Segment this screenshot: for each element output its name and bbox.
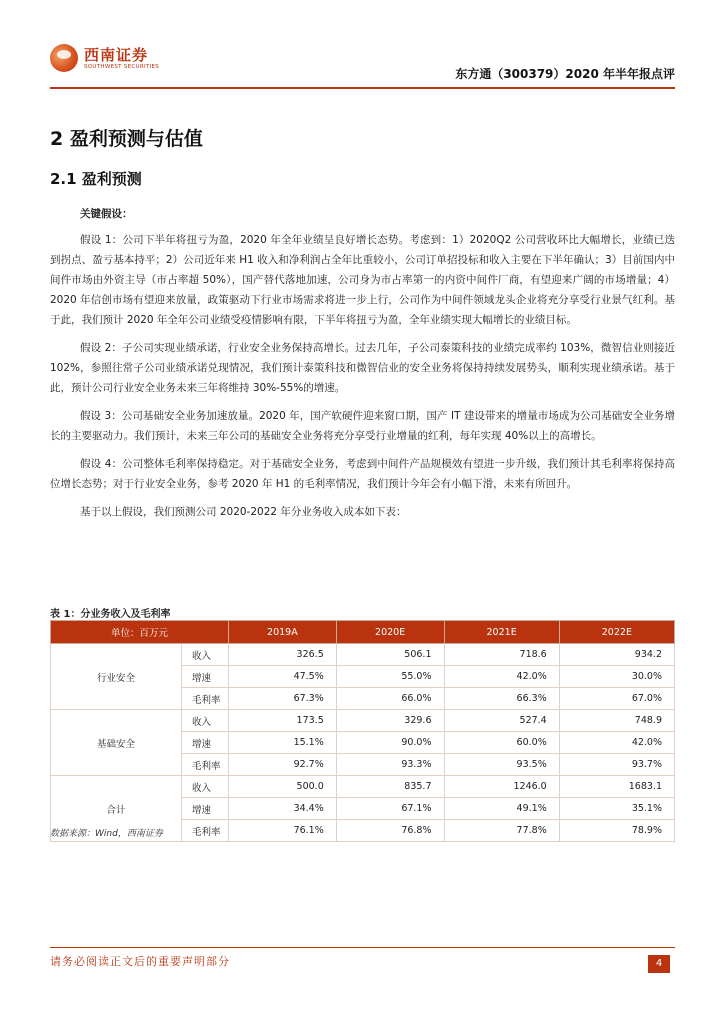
table-cell: 77.8% <box>444 820 559 842</box>
page-number: 4 <box>648 955 670 973</box>
table-cell: 67.0% <box>559 688 674 710</box>
table-header-row <box>51 621 675 644</box>
table-cell: 34.4% <box>229 798 337 820</box>
footer-divider <box>50 947 675 948</box>
table-caption: 表 1：分业务收入及毛利率 <box>50 609 171 620</box>
year-header: 2021E <box>444 621 559 644</box>
table-cell: 49.1% <box>444 798 559 820</box>
table-cell: 173.5 <box>229 710 337 732</box>
table-cell: 15.1% <box>229 732 337 754</box>
table-cell: 76.1% <box>229 820 337 842</box>
page-header <box>50 40 675 90</box>
metric-label: 收入 <box>182 644 229 666</box>
document-title: 东方通（300379）2020 年半年报点评 <box>455 67 675 81</box>
table-cell: 42.0% <box>559 732 674 754</box>
table-cell: 66.3% <box>444 688 559 710</box>
paragraph-assumption-2: 假设 2：子公司实现业绩承诺，行业安全业务保持高增长。过去几年，子公司泰策科技的业绩完成率约 103%，微智信业则接近 102%，参照往常子公司业绩承诺兑现情况，我们预计泰策科技和微智信业的安全业务将保持持续发展势头，顺利实现业绩承诺。基于此，预计公司行业安全业务未来三年将维持 30%-55%的增速。 <box>50 342 675 394</box>
body-text <box>50 204 675 530</box>
paragraph-table-intro: 基于以上假设，我们预测公司 2020-2022 年分业务收入成本如下表： <box>80 506 407 518</box>
table-cell: 718.6 <box>444 644 559 666</box>
table-cell: 934.2 <box>559 644 674 666</box>
year-header: 2019A <box>229 621 337 644</box>
data-source-note: 数据来源：Wind，西南证券 <box>50 829 163 839</box>
table-cell: 76.8% <box>336 820 444 842</box>
metric-label: 增速 <box>182 732 229 754</box>
year-header: 2020E <box>336 621 444 644</box>
table-cell: 748.9 <box>559 710 674 732</box>
section-heading: 2 盈利预测与估值 <box>50 128 203 150</box>
table-cell: 1683.1 <box>559 776 674 798</box>
segment-name: 行业安全 <box>51 644 182 710</box>
segment-name: 基础安全 <box>51 710 182 776</box>
table-cell: 42.0% <box>444 666 559 688</box>
table-cell: 66.0% <box>336 688 444 710</box>
key-assumptions-label: 关键假设： <box>80 208 133 220</box>
table-cell: 47.5% <box>229 666 337 688</box>
subsection-heading: 2.1 盈利预测 <box>50 170 142 188</box>
table-cell: 527.4 <box>444 710 559 732</box>
paragraph-assumption-4: 假设 4：公司整体毛利率保持稳定。对于基础安全业务，考虑到中间件产品规模效有望进一步升级，我们预计其毛利率将保持高位增长态势；对于行业安全业务，参考 2020 年 H1 的毛利率情况，我们预计今年会有小幅下滑，未来有所回升。 <box>50 458 675 490</box>
paragraph-assumption-1: 假设 1：公司下半年将扭亏为盈，2020 年全年业绩呈良好增长态势。考虑到：1）2020Q2 公司营收环比大幅增长，业绩已迭到拐点、盈亏基本持平；2）公司近年来 H1 收入和净利润占全年比重较小，公司订单招投标和收入主要在下半年确认；3）目前国内中间件市场由外资主导（市占率超 50%），国产替代落地加速，公司身为市占率第一的内资中间件厂商，有望迎来广阔的市场增量；4）2020 年信创市场有望迎来放量，政策驱动下行业市场需求将进一步上行，公司作为中间件领域龙头企业将充分享受行业景气红利。基于此，我们预计 2020 年全年公司业绩受疫情影响有限，下半年将扭亏为盈，全年业绩实现大幅增长的业绩目标。 <box>50 234 675 326</box>
header-divider <box>50 87 675 89</box>
table-row <box>51 710 675 732</box>
metric-label: 收入 <box>182 710 229 732</box>
table-cell: 67.1% <box>336 798 444 820</box>
segment-name: 合计 <box>51 776 182 842</box>
brand-name-en: SOUTHWEST SECURITIES <box>84 64 160 70</box>
table-cell: 30.0% <box>559 666 674 688</box>
revenue-margin-table <box>50 620 675 842</box>
brand-logo-icon <box>50 44 78 72</box>
table-cell: 67.3% <box>229 688 337 710</box>
paragraph-assumption-3: 假设 3：公司基础安全业务加速放量。2020 年，国产软硬件迎来窗口期，国产 IT 建设带来的增量市场成为公司基础安全业务增长的主要驱动力。我们预计，未来三年公司的基础安全业务将充分享受行业增量的红利，每年实现 40%以上的高增长。 <box>50 410 675 442</box>
table-cell: 506.1 <box>336 644 444 666</box>
table-cell: 835.7 <box>336 776 444 798</box>
year-header: 2022E <box>559 621 674 644</box>
table-cell: 500.0 <box>229 776 337 798</box>
unit-header: 单位：百万元 <box>51 621 229 644</box>
table-cell: 329.6 <box>336 710 444 732</box>
table-cell: 326.5 <box>229 644 337 666</box>
table-cell: 93.7% <box>559 754 674 776</box>
table-cell: 1246.0 <box>444 776 559 798</box>
table-cell: 35.1% <box>559 798 674 820</box>
metric-label: 增速 <box>182 666 229 688</box>
table-cell: 60.0% <box>444 732 559 754</box>
table-cell: 55.0% <box>336 666 444 688</box>
table-cell: 93.5% <box>444 754 559 776</box>
table-row <box>51 776 675 798</box>
table-cell: 93.3% <box>336 754 444 776</box>
metric-label: 毛利率 <box>182 754 229 776</box>
table-row <box>51 644 675 666</box>
table-cell: 78.9% <box>559 820 674 842</box>
metric-label: 毛利率 <box>182 820 229 842</box>
brand-name-cn: 西南证券 <box>84 46 149 64</box>
disclaimer-text: 请务必阅读正文后的重要声明部分 <box>50 955 230 968</box>
metric-label: 增速 <box>182 798 229 820</box>
metric-label: 收入 <box>182 776 229 798</box>
metric-label: 毛利率 <box>182 688 229 710</box>
table-cell: 90.0% <box>336 732 444 754</box>
table-cell: 92.7% <box>229 754 337 776</box>
